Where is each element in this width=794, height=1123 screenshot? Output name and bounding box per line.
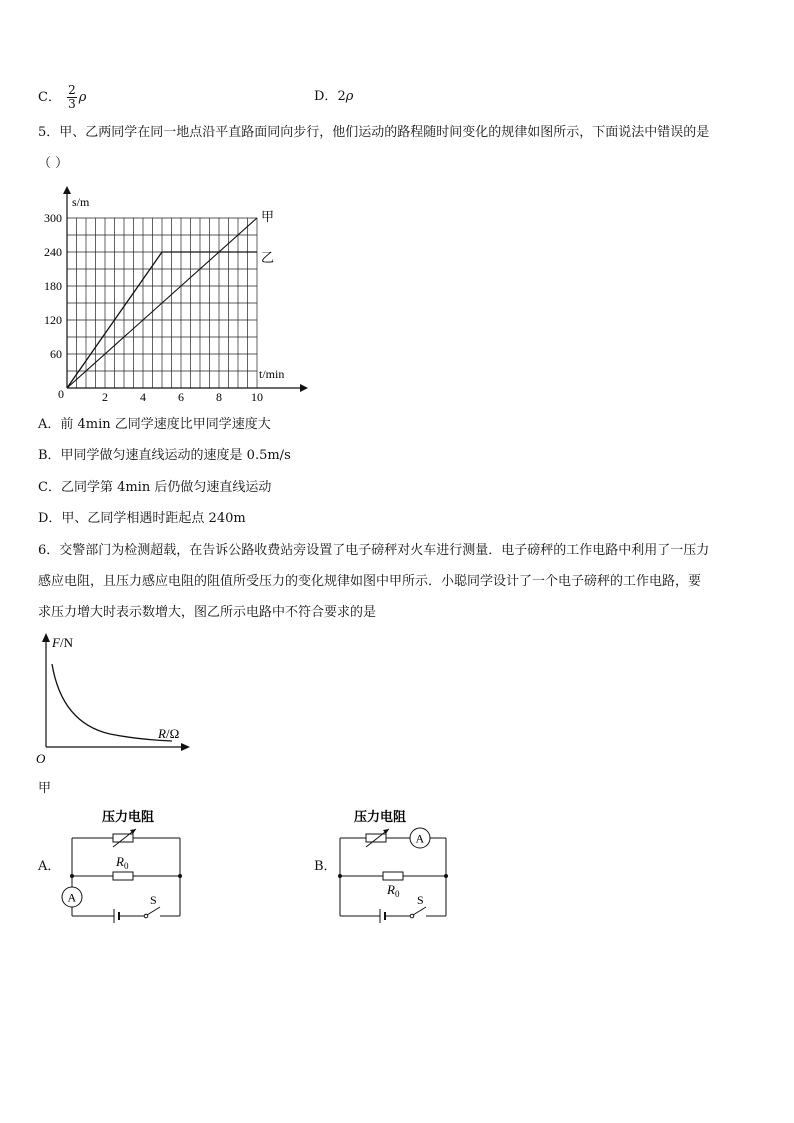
y-tick-label: 300 — [44, 211, 62, 225]
option-letter: C． — [38, 90, 61, 105]
pressure-resistor — [113, 834, 133, 842]
fraction-numerator: 2 — [68, 83, 76, 97]
x-tick-label: 2 — [102, 390, 108, 402]
q5-distance-time-chart — [28, 182, 328, 402]
chart-series — [67, 209, 274, 388]
ammeter-label: A — [415, 831, 425, 846]
y-tick-label: 240 — [44, 245, 62, 259]
q6-stem-line1: 6．交警部门为检测超载，在告诉公路收费站旁设置了电子磅秤对火车进行测量．电子磅秤的工作电路中利用了一压力 — [38, 543, 710, 558]
ammeter-label: A — [67, 890, 77, 905]
pressure-resistor-title: 压力电阻 — [354, 809, 407, 824]
fixed-resistor-r0 — [383, 872, 403, 880]
inverse-curve — [52, 664, 172, 741]
option-value: 2 — [337, 89, 346, 104]
x-axis-arrow-icon — [181, 743, 190, 751]
rho-symbol: ρ — [78, 90, 87, 105]
graph-y-label: F/N — [52, 635, 73, 650]
series-label: 甲 — [261, 209, 275, 224]
q5-option-b[interactable]: B．甲同学做匀速直线运动的速度是 0.5m/s — [38, 448, 291, 463]
q5-stem-line1: 5．甲、乙两同学在同一地点沿平直路面同向步行，他们运动的路程随时间变化的规律如图所示，下面说法中错误的是 — [38, 125, 710, 140]
series-label: 乙 — [261, 250, 275, 265]
switch-blade — [147, 907, 160, 915]
y-axis-arrow-icon — [63, 186, 71, 194]
q5-stem-line2: （ ） — [38, 156, 69, 171]
pressure-resistor — [366, 834, 386, 842]
junction-dot — [338, 874, 342, 878]
q6-stem-line2: 感应电阻，且压力感应电阻的阻值所受压力的变化规律如图中甲所示．小聪同学设计了一个电子磅秤的工作电路，要 — [38, 574, 702, 589]
y-axis-arrow-icon — [42, 633, 50, 642]
y-axis-label: s/m — [72, 195, 90, 209]
q5-option-d[interactable]: D．甲、乙同学相遇时距起点 240m — [38, 511, 246, 526]
junction-dot — [444, 874, 448, 878]
r0-label: $R_0$ — [387, 882, 400, 899]
x-tick-label: 10 — [251, 390, 263, 402]
switch-label: S — [417, 893, 424, 907]
x-tick-label: 8 — [216, 390, 222, 402]
y-tick-label: 60 — [50, 347, 62, 361]
circuit-b-letter[interactable]: B． — [314, 859, 337, 874]
q4-option-d[interactable] — [314, 88, 353, 106]
graph-caption: 甲 — [38, 781, 52, 796]
r0-label: $R_0$ — [116, 854, 129, 871]
x-axis-arrow-icon — [300, 384, 308, 392]
switch-label: S — [150, 893, 157, 907]
x-tick-label: 4 — [140, 390, 146, 402]
circuit-a-letter[interactable]: A． — [38, 859, 61, 874]
fraction-denominator: 3 — [68, 97, 76, 111]
x-axis-label: t/min — [259, 367, 285, 381]
option-letter: D． — [314, 89, 338, 104]
q5-option-a[interactable]: A．前 4min 乙同学速度比甲同学速度大 — [38, 417, 271, 432]
y-tick-label: 180 — [44, 279, 62, 293]
q4-option-c[interactable] — [38, 84, 86, 111]
junction-dot — [70, 874, 74, 878]
circuit-b-diagram — [326, 800, 456, 925]
pressure-resistor-title: 压力电阻 — [102, 809, 155, 824]
x-tick-label: 6 — [178, 390, 184, 402]
q6-stem-line3: 求压力增大时表示数增大，图乙所示电路中不符合要求的是 — [38, 605, 377, 620]
fixed-resistor-r0 — [113, 872, 133, 880]
circuit-a-diagram — [58, 800, 188, 925]
q6-force-resistance-graph — [30, 630, 200, 765]
q5-option-c[interactable]: C．乙同学第 4min 后仍做匀速直线运动 — [38, 480, 272, 495]
switch-blade — [413, 907, 426, 915]
fraction — [67, 84, 77, 111]
graph-x-label: R/Ω — [158, 726, 180, 741]
rho-symbol: ρ — [345, 89, 354, 104]
origin-label: 0 — [58, 387, 64, 401]
graph-origin-label: O — [36, 751, 46, 765]
junction-dot — [178, 874, 182, 878]
y-tick-label: 120 — [44, 313, 62, 327]
